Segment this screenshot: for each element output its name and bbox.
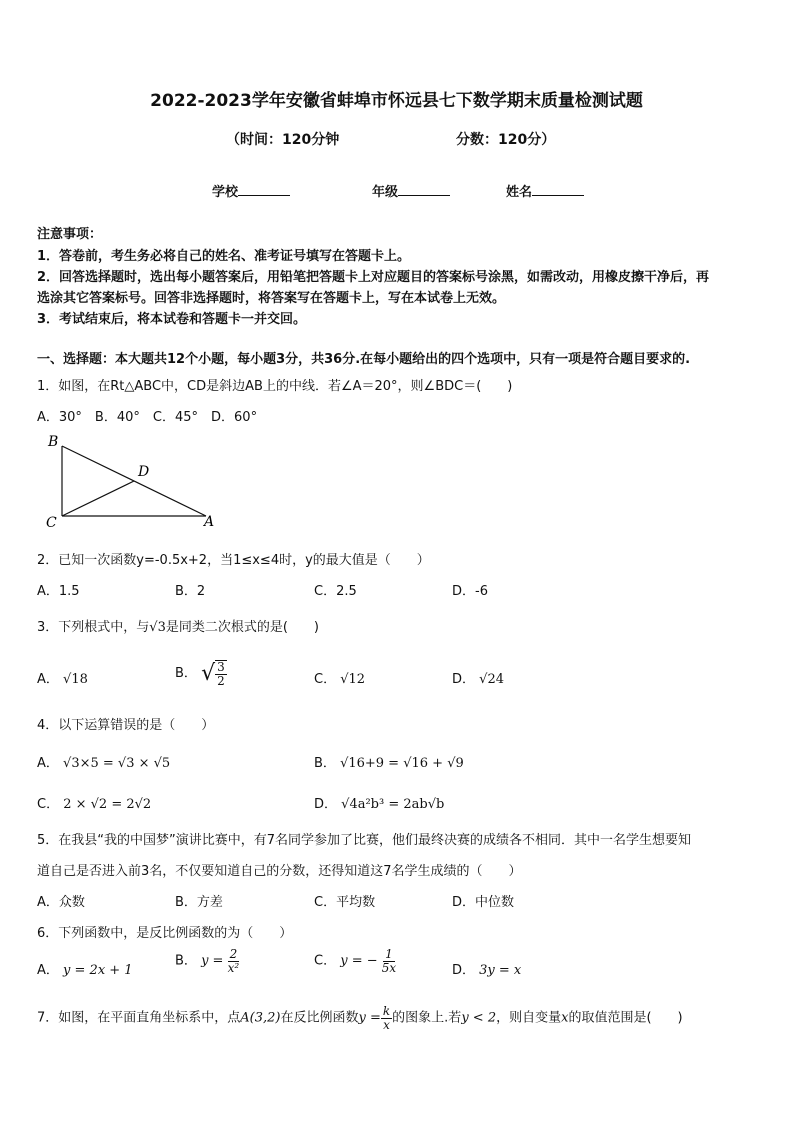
triangle-figure <box>44 430 224 530</box>
name-field[interactable]: 姓名 <box>506 181 584 200</box>
option-c: C． y = − $\frac{1}{5x}$ <box>314 947 397 975</box>
option-c: C．平均数 <box>314 895 376 910</box>
question-1-stem: 1．如图，在Rt△ABC中，CD是斜边AB上的中线．若∠A＝20°，则∠BDC＝( ) <box>37 379 513 394</box>
option-b: B． √16+9 = √16 + √9 <box>314 756 464 771</box>
option-c: C． 2 × √2 = 2√2 <box>37 797 152 812</box>
note-item: 选涂其它答案标号。回答非选择题时，将答案写在答题卡上，写在本试卷上无效。 <box>37 291 506 306</box>
note-item: 3．考试结束后，将本试卷和答题卡一并交回。 <box>37 312 307 327</box>
question-6-stem: 6．下列函数中，是反比例函数的为（ ） <box>37 926 293 941</box>
time-info: （时间：120分钟 <box>226 132 340 148</box>
option-a: A．1.5 <box>37 584 80 599</box>
score-info: 分数：120分） <box>456 132 556 148</box>
option-a: A． y = 2x + 1 <box>37 963 133 978</box>
option-b: B．方差 <box>175 895 223 910</box>
option-c: C． √12 <box>314 672 366 687</box>
option-b: B． √ $\frac{3}{2}$ <box>175 660 225 688</box>
question-1-options: A．30° B．40° C．45° D．60° <box>37 410 258 425</box>
sqrt3-ref: √3 <box>149 620 166 635</box>
option-d: D． √4a²b³ = 2ab√b <box>314 797 445 812</box>
option-d: D． 3y = x <box>452 963 522 978</box>
option-a: A． √3×5 = √3 × √5 <box>37 756 171 771</box>
option-d: D． √24 <box>452 672 504 687</box>
question-7-stem: 7．如图，在平面直角坐标系中，点A(3,2)在反比例函数y = $\frac{k}{x}$ 的图象上.若y < 2，则自变量x的取值范围是( ) <box>37 1004 683 1032</box>
question-2-stem: 2．已知一次函数y=-0.5x+2，当1≤x≤4时，y的最大值是（ ） <box>37 553 430 568</box>
section-heading: 一、选择题：本大题共12个小题，每小题3分，共36分.在每小题给出的四个选项中，只有一项是符合题目要求的. <box>37 352 691 367</box>
vertex-label-a: A <box>204 514 215 530</box>
question-4-stem: 4．以下运算错误的是（ ） <box>37 718 215 733</box>
option-b: B． y = $\frac{2}{\text{x²}}$ <box>175 947 240 975</box>
option-d: D．中位数 <box>452 895 515 910</box>
option-c: C．2.5 <box>314 584 357 599</box>
question-3-stem: 3．下列根式中，与√3是同类二次根式的是( ) <box>37 620 319 635</box>
vertex-label-c: C <box>46 515 57 530</box>
option-d: D．-6 <box>452 584 488 599</box>
note-item: 1．答卷前，考生务必将自己的姓名、准考证号填写在答题卡上。 <box>37 249 411 264</box>
vertex-label-b: B <box>48 434 59 450</box>
school-field[interactable]: 学校 <box>212 181 290 200</box>
question-5-stem: 5．在我县“我的中国梦”演讲比赛中，有7名同学参加了比赛，他们最终决赛的成绩各不相同．其中一名学生想要知 <box>37 833 692 848</box>
option-a: A． √18 <box>37 672 88 687</box>
vertex-label-d: D <box>138 464 150 480</box>
option-b: B．2 <box>175 584 206 599</box>
notes-heading: 注意事项： <box>37 227 103 242</box>
note-item: 2．回答选择题时，选出每小题答案后，用铅笔把答题卡上对应题目的答案标号涂黑，如需改动，用橡皮擦干净后，再 <box>37 270 710 285</box>
question-5-stem-cont: 道自己是否进入前3名，不仅要知道自己的分数，还得知道这7名学生成绩的（ ） <box>37 864 522 879</box>
page-title: 2022-2023学年安徽省蚌埠市怀远县七下数学期末质量检测试题 <box>150 91 643 111</box>
option-a: A．众数 <box>37 895 85 910</box>
grade-field[interactable]: 年级 <box>372 181 450 200</box>
